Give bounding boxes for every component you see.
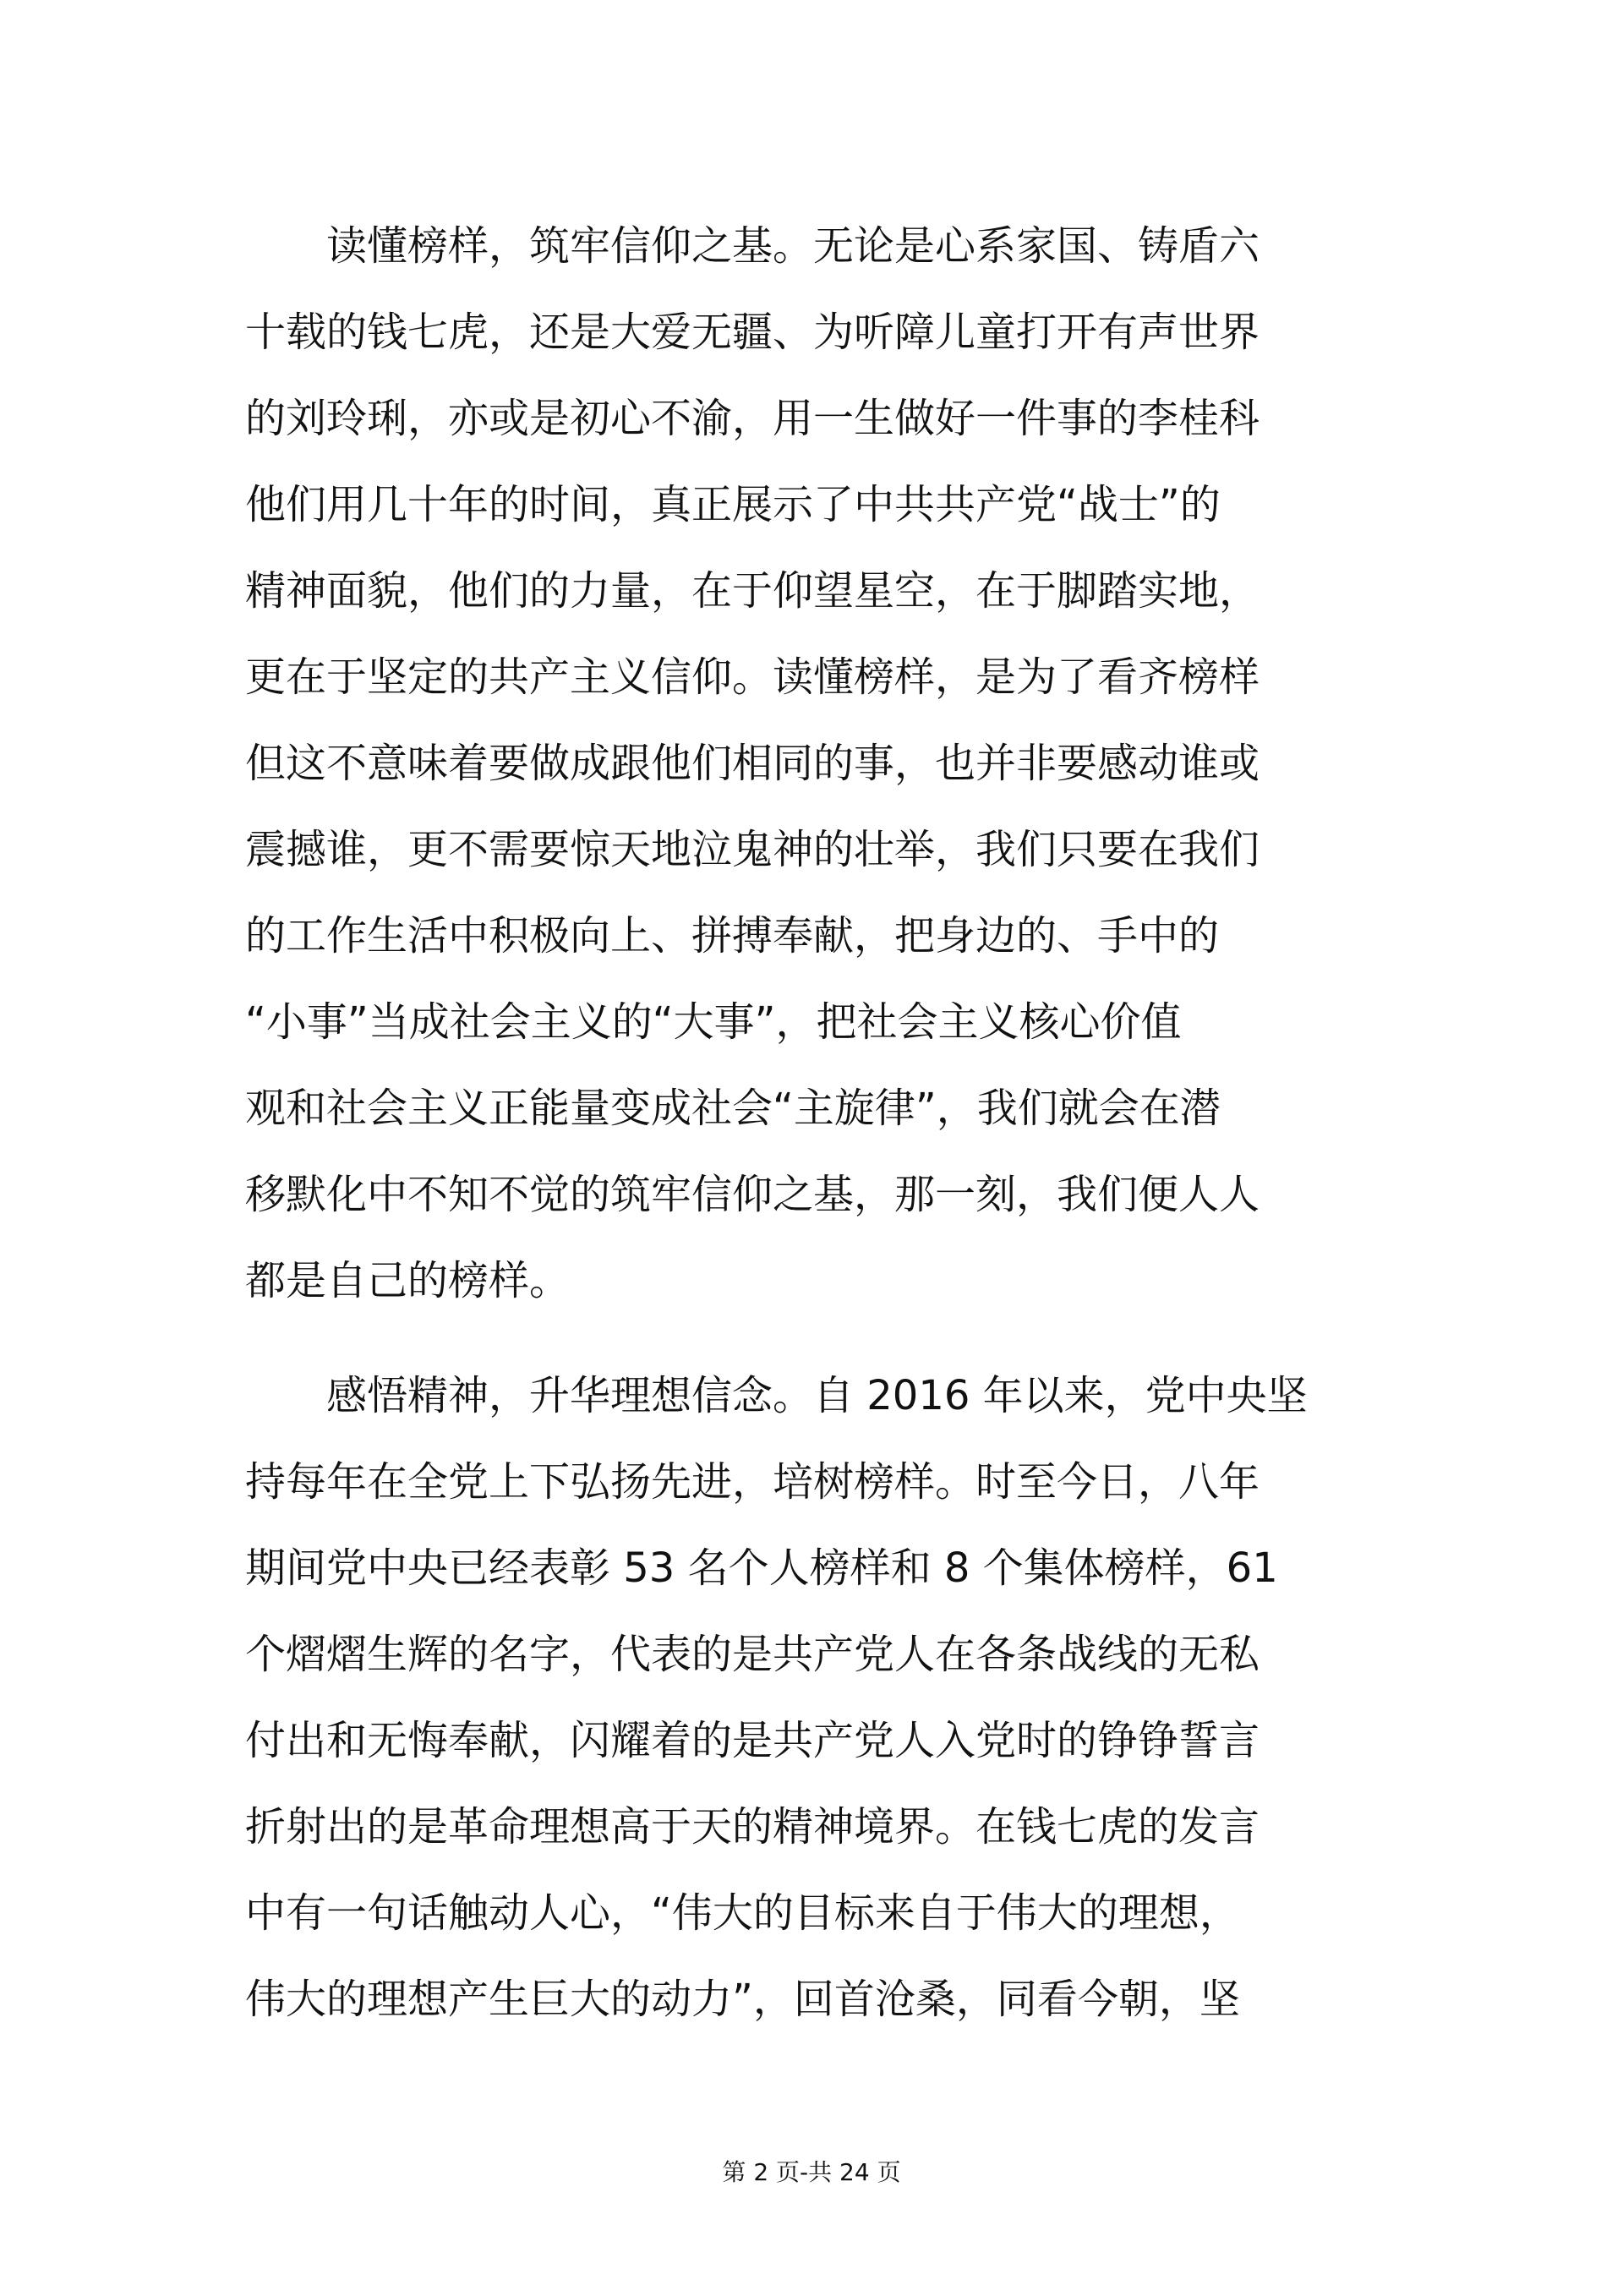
paragraph-2 (245, 1353, 1378, 2042)
text-line: 但这不意味着要做成跟他们相同的事，也并非要感动谁或 (245, 740, 1260, 787)
text-line: 伟大的理想产生巨大的动力”，回首沧桑，同看今朝，坚 (245, 1976, 1240, 2023)
text-line: 期间党中央已经表彰 53 名个人榜样和 8 个集体榜样，61 (245, 1544, 1278, 1592)
text-line: 更在于坚定的共产主义信仰。读懂榜样，是为了看齐榜样 (245, 653, 1260, 701)
text-line: 都是自己的榜样。 (245, 1257, 571, 1304)
text-line: 震撼谁，更不需要惊天地泣鬼神的壮举，我们只要在我们 (245, 826, 1260, 873)
text-line: 中有一句话触动人心，“伟大的目标来自于伟大的理想， (245, 1889, 1240, 1937)
text-line: 的工作生活中积极向上、拼搏奉献，把身边的、手中的 (245, 912, 1220, 959)
text-line: 精神面貌，他们的力量，在于仰望星空，在于脚踏实地， (245, 567, 1260, 615)
text-line: 的刘玲琍，亦或是初心不渝，用一生做好一件事的李桂科 (245, 395, 1260, 442)
text-line: “小事”当成社会主义的“大事”，把社会主义核心价值 (245, 998, 1182, 1046)
text-line: 观和社会主义正能量变成社会“主旋律”，我们就会在潜 (245, 1085, 1221, 1132)
text-line: 读懂榜样，筑牢信仰之基。无论是心系家国、铸盾六 (245, 222, 1260, 270)
text-line: 十载的钱七虎，还是大爱无疆、为听障儿童打开有声世界 (245, 309, 1260, 356)
text-line: 持每年在全党上下弘扬先进，培树榜样。时至今日，八年 (245, 1458, 1260, 1506)
text-line: 他们用几十年的时间，真正展示了中共共产党“战士”的 (245, 481, 1221, 528)
paragraph-gap (245, 1324, 1378, 1353)
paragraph-1 (245, 203, 1378, 1324)
page-number-label: 第 2 页-共 24 页 (722, 2158, 901, 2186)
text-line: 个熠熠生辉的名字，代表的是共产党人在各条战线的无私 (245, 1631, 1260, 1678)
text-line: 付出和无悔奉献，闪耀着的是共产党人入党时的铮铮誓言 (245, 1717, 1260, 1764)
text-line: 移默化中不知不觉的筑牢信仰之基，那一刻，我们便人人 (245, 1171, 1260, 1218)
page-footer (0, 2154, 1623, 2188)
text-line: 感悟精神，升华理想信念。自 2016 年以来，党中央坚 (245, 1372, 1308, 1419)
body-text (245, 203, 1378, 2042)
text-line: 折射出的是革命理想高于天的精神境界。在钱七虎的发言 (245, 1803, 1260, 1850)
